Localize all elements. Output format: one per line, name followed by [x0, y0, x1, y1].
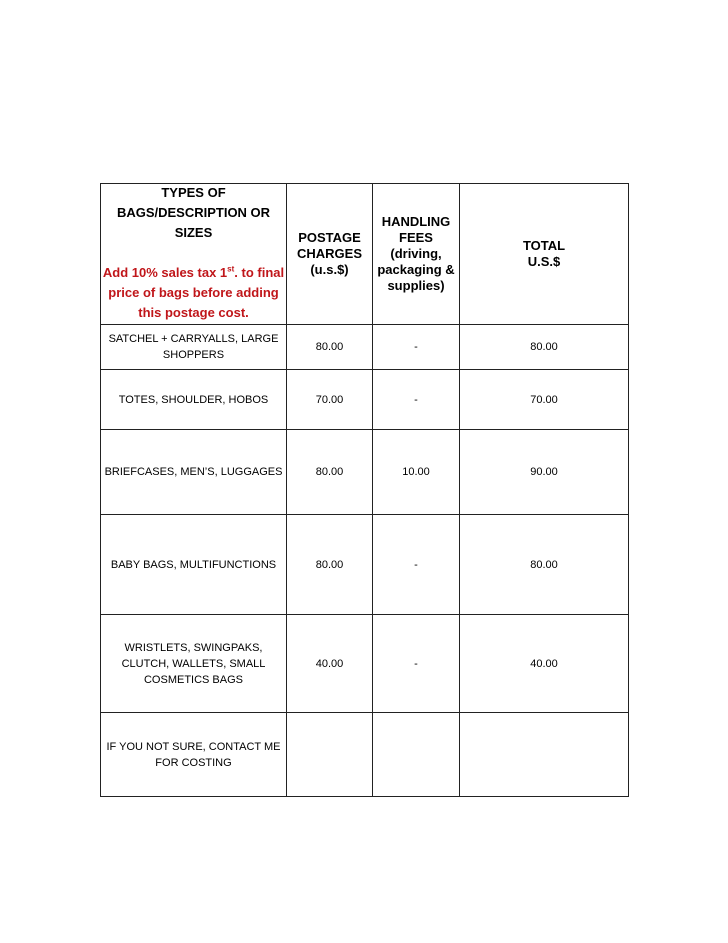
row-total: 80.00 — [460, 325, 629, 370]
table-row — [101, 430, 629, 515]
row-postage: 70.00 — [287, 370, 373, 430]
tax-note — [101, 263, 286, 323]
row-postage: 80.00 — [287, 515, 373, 615]
row-type: BABY BAGS, MULTIFUNCTIONS — [101, 515, 287, 615]
postage-table — [100, 183, 629, 797]
table-row — [101, 615, 629, 713]
table-header-row — [101, 184, 629, 325]
row-handling: - — [373, 325, 460, 370]
row-type: SATCHEL + CARRYALLS, LARGE SHOPPERS — [101, 325, 287, 370]
row-postage: 40.00 — [287, 615, 373, 713]
tax-note-sup: st — [227, 264, 235, 274]
table-row — [101, 515, 629, 615]
row-total: 90.00 — [460, 430, 629, 515]
row-handling: - — [373, 515, 460, 615]
header-types-cell — [101, 184, 287, 325]
row-total: 80.00 — [460, 515, 629, 615]
row-total: 40.00 — [460, 615, 629, 713]
row-postage — [287, 713, 373, 797]
row-handling: - — [373, 615, 460, 713]
table-row — [101, 713, 629, 797]
row-handling — [373, 713, 460, 797]
tax-note-rest: . to final price of bags before adding this postage cost. — [108, 265, 285, 320]
header-handling: HANDLING FEES (driving, packaging & supplies) — [373, 184, 460, 325]
row-total — [460, 713, 629, 797]
header-types-title: TYPES OF BAGS/DESCRIPTION OR SIZES — [116, 185, 271, 240]
row-type: WRISTLETS, SWINGPAKS, CLUTCH, WALLETS, SMALL COSMETICS BAGS — [101, 615, 287, 713]
table-row — [101, 325, 629, 370]
table-row — [101, 370, 629, 430]
tax-note-main: Add 10% sales tax 1 — [102, 265, 228, 280]
row-type: TOTES, SHOULDER, HOBOS — [101, 370, 287, 430]
row-postage: 80.00 — [287, 325, 373, 370]
row-postage: 80.00 — [287, 430, 373, 515]
row-type: BRIEFCASES, MEN’S, LUGGAGES — [101, 430, 287, 515]
header-postage: POSTAGE CHARGES (u.s.$) — [287, 184, 373, 325]
row-handling: 10.00 — [373, 430, 460, 515]
row-handling: - — [373, 370, 460, 430]
row-total: 70.00 — [460, 370, 629, 430]
row-type: IF YOU NOT SURE, CONTACT ME FOR COSTING — [101, 713, 287, 797]
header-total: TOTAL U.S.$ — [460, 184, 629, 325]
